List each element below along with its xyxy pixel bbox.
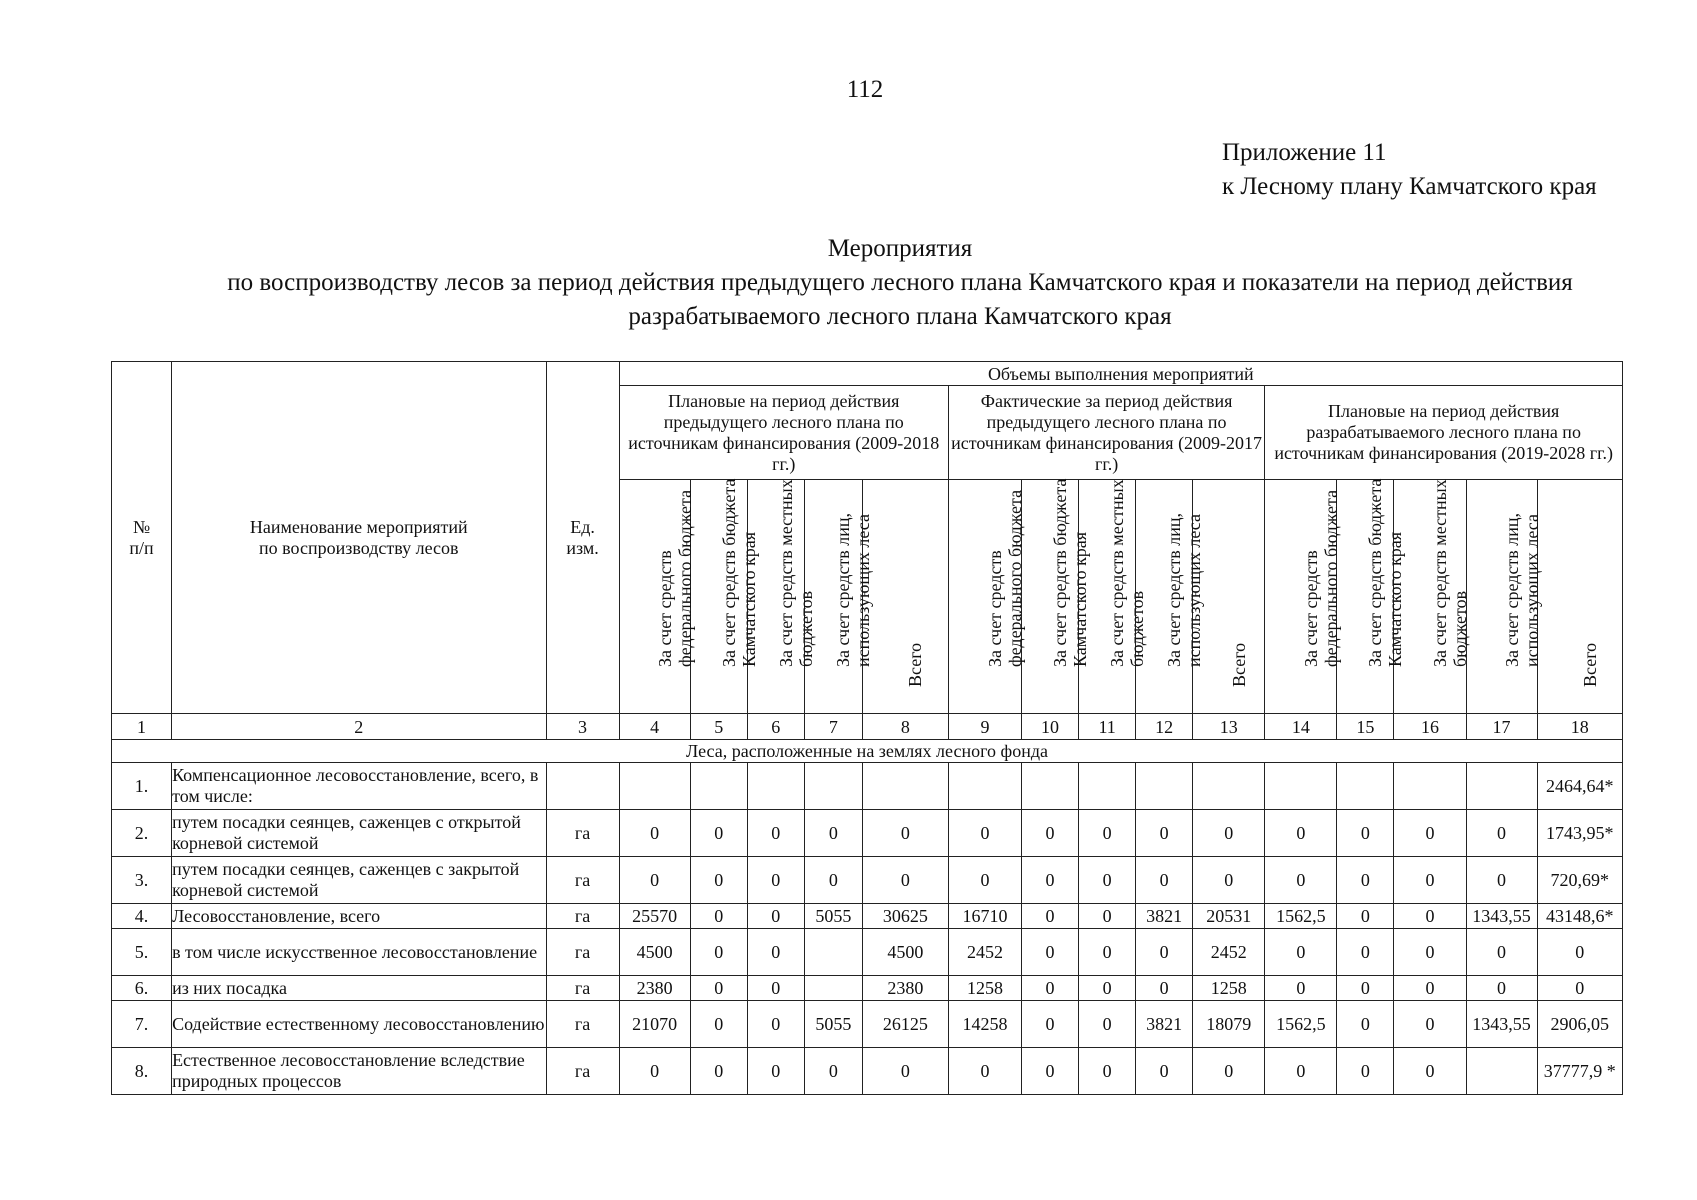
row-value: 0	[1136, 810, 1193, 857]
row-value: 0	[1022, 904, 1079, 929]
row-value: 2464,64*	[1537, 763, 1622, 810]
row-value: 18079	[1193, 1001, 1265, 1048]
header-federal-budget: За счет средств федерального бюджета	[619, 480, 690, 714]
row-value: 3821	[1136, 1001, 1193, 1048]
row-value: 20531	[1193, 904, 1265, 929]
header-group-plan-previous: Плановые на период действия предыдущего лесного плана по источникам финансирования (2009-2018 гг.)	[619, 386, 948, 480]
row-value: 26125	[862, 1001, 948, 1048]
row-value: 0	[1337, 810, 1394, 857]
row-value: 4500	[862, 929, 948, 976]
table-row	[112, 810, 1623, 857]
row-value: 1562,5	[1265, 1001, 1337, 1048]
row-value: 2380	[619, 976, 690, 1001]
row-value: 16710	[948, 904, 1021, 929]
header-federal-budget: За счет средств федерального бюджета	[948, 480, 1021, 714]
column-number: 10	[1022, 714, 1079, 740]
row-value: 0	[1079, 976, 1136, 1001]
row-value: 2380	[862, 976, 948, 1001]
row-value: 0	[1394, 904, 1466, 929]
row-value: 0	[619, 857, 690, 904]
row-value	[1394, 763, 1466, 810]
row-value: 0	[747, 929, 804, 976]
column-number: 3	[546, 714, 619, 740]
row-value: 0	[619, 1048, 690, 1095]
row-value: 37777,9 *	[1537, 1048, 1622, 1095]
row-value	[690, 763, 747, 810]
column-number: 1	[112, 714, 172, 740]
row-value: 0	[747, 904, 804, 929]
row-number: 8.	[112, 1048, 172, 1095]
row-number: 3.	[112, 857, 172, 904]
row-value	[948, 763, 1021, 810]
row-value	[1466, 763, 1537, 810]
row-value	[1136, 763, 1193, 810]
row-value: 0	[1136, 1048, 1193, 1095]
column-number: 4	[619, 714, 690, 740]
header-group-actual-previous: Фактические за период действия предыдущего лесного плана по источникам финансирования (2009-2017 гг.)	[948, 386, 1264, 480]
column-number: 16	[1394, 714, 1466, 740]
table-row	[112, 1048, 1623, 1095]
row-value: 0	[1337, 976, 1394, 1001]
table-row	[112, 929, 1623, 976]
column-number: 8	[862, 714, 948, 740]
column-number: 18	[1537, 714, 1622, 740]
row-value: 0	[1022, 976, 1079, 1001]
row-value: 0	[1265, 976, 1337, 1001]
row-value	[1079, 763, 1136, 810]
row-number: 6.	[112, 976, 172, 1001]
appendix-note	[1222, 136, 1597, 204]
row-unit: га	[546, 857, 619, 904]
row-value: 0	[1394, 1001, 1466, 1048]
row-unit: га	[546, 1001, 619, 1048]
row-value: 1343,55	[1466, 1001, 1537, 1048]
row-value: 1258	[948, 976, 1021, 1001]
header-name: Наименование мероприятий по воспроизводству лесов	[172, 362, 546, 714]
row-value: 0	[948, 1048, 1021, 1095]
row-value: 0	[1394, 810, 1466, 857]
header-group-plan-new: Плановые на период действия разрабатываемого лесного плана по источникам финансирования (2019-2028 гг.)	[1265, 386, 1623, 480]
column-number: 2	[172, 714, 546, 740]
column-number: 13	[1193, 714, 1265, 740]
row-value: 0	[804, 810, 862, 857]
row-value: 0	[1136, 929, 1193, 976]
document-title	[80, 232, 1697, 334]
column-numbers-row	[112, 714, 1623, 740]
section-row	[112, 740, 1623, 763]
column-number: 11	[1079, 714, 1136, 740]
row-value: 720,69*	[1537, 857, 1622, 904]
column-number: 9	[948, 714, 1021, 740]
row-value: 0	[804, 857, 862, 904]
row-value: 1743,95*	[1537, 810, 1622, 857]
row-name: Лесовосстановление, всего	[172, 904, 546, 929]
row-value: 0	[1193, 1048, 1265, 1095]
row-value: 5055	[804, 904, 862, 929]
row-value	[862, 763, 948, 810]
row-value	[1265, 763, 1337, 810]
row-value: 0	[1537, 929, 1622, 976]
row-value: 0	[1337, 1048, 1394, 1095]
header-total: Всего	[1537, 480, 1622, 714]
appendix-line-2: к Лесному плану Камчатского края	[1222, 173, 1597, 200]
page-number: 112	[846, 76, 884, 103]
column-number: 14	[1265, 714, 1337, 740]
row-unit: га	[546, 810, 619, 857]
header-regional-budget: За счет средств бюджета Камчатского края	[690, 480, 747, 714]
header-local-budgets: За счет средств местных бюджетов	[747, 480, 804, 714]
row-value: 0	[1022, 1001, 1079, 1048]
row-value: 0	[747, 857, 804, 904]
header-forest-users: За счет средств лиц, использующих леса	[804, 480, 862, 714]
header-total: Всего	[1193, 480, 1265, 714]
row-value: 2452	[1193, 929, 1265, 976]
row-value	[1193, 763, 1265, 810]
row-number: 2.	[112, 810, 172, 857]
title-line-1: Мероприятия	[827, 235, 973, 262]
row-name: Содействие естественному лесовосстановлению	[172, 1001, 546, 1048]
row-value: 0	[1079, 1001, 1136, 1048]
row-value: 21070	[619, 1001, 690, 1048]
row-value: 0	[1079, 1048, 1136, 1095]
row-value: 0	[1337, 857, 1394, 904]
row-value	[619, 763, 690, 810]
header-federal-budget: За счет средств федерального бюджета	[1265, 480, 1337, 714]
row-value	[747, 763, 804, 810]
row-value: 0	[1265, 810, 1337, 857]
row-value: 0	[747, 1048, 804, 1095]
row-value	[804, 763, 862, 810]
row-value: 0	[1337, 929, 1394, 976]
row-value: 4500	[619, 929, 690, 976]
row-value	[804, 976, 862, 1001]
header-local-budgets: За счет средств местных бюджетов	[1394, 480, 1466, 714]
row-value: 0	[1136, 976, 1193, 1001]
row-name: путем посадки сеянцев, саженцев с закрытой корневой системой	[172, 857, 546, 904]
row-value: 0	[1466, 976, 1537, 1001]
header-total: Всего	[862, 480, 948, 714]
row-value: 0	[1079, 904, 1136, 929]
row-value: 0	[1022, 857, 1079, 904]
table-row	[112, 763, 1623, 810]
row-value: 1562,5	[1265, 904, 1337, 929]
row-value: 3821	[1136, 904, 1193, 929]
table-row	[112, 904, 1623, 929]
row-unit: га	[546, 1048, 619, 1095]
table-row	[112, 1001, 1623, 1048]
row-value: 0	[747, 976, 804, 1001]
appendix-line-1: Приложение 11	[1222, 139, 1387, 166]
row-unit: га	[546, 904, 619, 929]
row-value: 0	[1337, 904, 1394, 929]
row-name: из них посадка	[172, 976, 546, 1001]
row-value: 0	[690, 929, 747, 976]
row-value: 0	[1337, 1001, 1394, 1048]
row-value: 0	[1537, 976, 1622, 1001]
row-value: 0	[1394, 857, 1466, 904]
header-forest-users: За счет средств лиц, использующих леса	[1136, 480, 1193, 714]
row-number: 5.	[112, 929, 172, 976]
table-row	[112, 976, 1623, 1001]
row-value: 30625	[862, 904, 948, 929]
row-value: 0	[690, 857, 747, 904]
column-number: 7	[804, 714, 862, 740]
section-title: Леса, расположенные на землях лесного фонда	[112, 740, 1623, 763]
row-value: 0	[1022, 810, 1079, 857]
row-value: 0	[1265, 1048, 1337, 1095]
row-value: 1343,55	[1466, 904, 1537, 929]
row-value: 14258	[948, 1001, 1021, 1048]
header-unit: Ед. изм.	[546, 362, 619, 714]
row-value: 0	[690, 1001, 747, 1048]
row-value	[804, 929, 862, 976]
row-unit: га	[546, 929, 619, 976]
column-number: 5	[690, 714, 747, 740]
row-number: 7.	[112, 1001, 172, 1048]
row-value: 0	[1265, 929, 1337, 976]
row-value: 0	[1079, 857, 1136, 904]
row-value: 0	[747, 810, 804, 857]
column-number: 12	[1136, 714, 1193, 740]
row-value: 0	[1193, 857, 1265, 904]
header-forest-users: За счет средств лиц, использующих леса	[1466, 480, 1537, 714]
row-value	[1022, 763, 1079, 810]
row-value: 0	[1394, 976, 1466, 1001]
reforestation-table	[111, 361, 1623, 1095]
row-value: 0	[1466, 810, 1537, 857]
row-value: 0	[1136, 857, 1193, 904]
header-local-budgets: За счет средств местных бюджетов	[1079, 480, 1136, 714]
row-value: 0	[690, 810, 747, 857]
row-value	[1337, 763, 1394, 810]
title-line-3: разрабатываемого лесного плана Камчатского края	[628, 303, 1172, 330]
row-name: путем посадки сеянцев, саженцев с открытой корневой системой	[172, 810, 546, 857]
header-num: № п/п	[112, 362, 172, 714]
row-value: 2452	[948, 929, 1021, 976]
row-value: 0	[948, 810, 1021, 857]
row-number: 4.	[112, 904, 172, 929]
row-value: 1258	[1193, 976, 1265, 1001]
row-value: 0	[1466, 857, 1537, 904]
row-value: 43148,6*	[1537, 904, 1622, 929]
row-value: 0	[1022, 1048, 1079, 1095]
header-regional-budget: За счет средств бюджета Камчатского края	[1337, 480, 1394, 714]
row-unit: га	[546, 976, 619, 1001]
row-value: 0	[948, 857, 1021, 904]
row-value: 0	[619, 810, 690, 857]
row-value: 0	[690, 976, 747, 1001]
row-value: 0	[862, 1048, 948, 1095]
row-value: 0	[1079, 929, 1136, 976]
row-value: 25570	[619, 904, 690, 929]
row-value: 0	[747, 1001, 804, 1048]
header-volumes: Объемы выполнения мероприятий	[619, 362, 1622, 386]
row-value: 5055	[804, 1001, 862, 1048]
column-number: 15	[1337, 714, 1394, 740]
row-value: 0	[1394, 929, 1466, 976]
row-value: 0	[1265, 857, 1337, 904]
row-value: 0	[804, 1048, 862, 1095]
row-unit	[546, 763, 619, 810]
row-number: 1.	[112, 763, 172, 810]
row-name: в том числе искусственное лесовосстановление	[172, 929, 546, 976]
row-value: 0	[862, 857, 948, 904]
row-value: 0	[690, 904, 747, 929]
row-name: Компенсационное лесовосстановление, всего, в том числе:	[172, 763, 546, 810]
row-value: 0	[1022, 929, 1079, 976]
row-value: 2906,05	[1537, 1001, 1622, 1048]
title-line-2: по воспроизводству лесов за период действия предыдущего лесного плана Камчатского края и показатели на период действия	[227, 269, 1573, 296]
row-value: 0	[862, 810, 948, 857]
row-value	[1466, 1048, 1537, 1095]
column-number: 17	[1466, 714, 1537, 740]
row-value: 0	[1193, 810, 1265, 857]
table-row	[112, 857, 1623, 904]
row-value: 0	[1394, 1048, 1466, 1095]
row-name: Естественное лесовосстановление вследствие природных процессов	[172, 1048, 546, 1095]
row-value: 0	[1466, 929, 1537, 976]
column-number: 6	[747, 714, 804, 740]
row-value: 0	[690, 1048, 747, 1095]
header-regional-budget: За счет средств бюджета Камчатского края	[1022, 480, 1079, 714]
row-value: 0	[1079, 810, 1136, 857]
